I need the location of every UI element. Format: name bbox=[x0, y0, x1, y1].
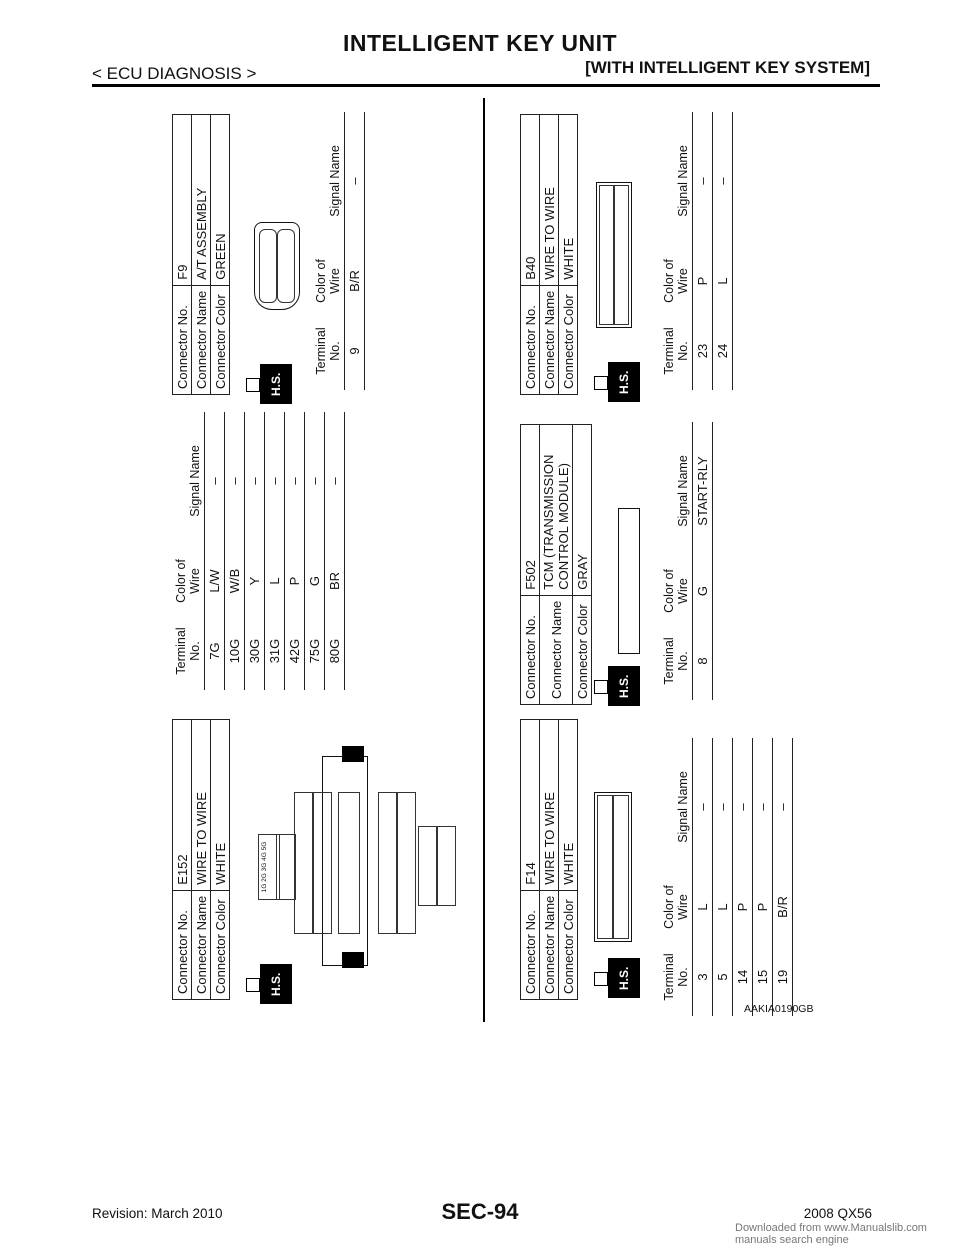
hs-icon: H.S. bbox=[608, 666, 640, 706]
label-connector-color: Connector Color bbox=[211, 285, 230, 394]
table-row: 3 L – bbox=[693, 738, 713, 1016]
col-signal-name: Signal Name bbox=[660, 738, 693, 876]
revision-label: Revision: March 2010 bbox=[92, 1206, 223, 1221]
connector-f502-info bbox=[520, 424, 592, 705]
col-terminal-no: Terminal No. bbox=[660, 622, 693, 700]
connector-e152-pins-d bbox=[312, 792, 332, 934]
connector-b40-terminals bbox=[660, 112, 733, 390]
col-color-of-wire: Color of Wire bbox=[660, 560, 693, 622]
hs-icon: H.S. bbox=[608, 362, 640, 402]
connector-e152-pins-e bbox=[338, 792, 360, 934]
connector-name-value: WIRE TO WIRE bbox=[192, 719, 211, 890]
table-row: 9 B/R – bbox=[345, 112, 365, 390]
connector-b40-diagram bbox=[596, 182, 632, 328]
connector-name-value: TCM (TRANSMISSION CONTROL MODULE) bbox=[540, 424, 573, 595]
page-title: INTELLIGENT KEY UNIT bbox=[342, 30, 618, 56]
connector-color-value: WHITE bbox=[559, 114, 578, 285]
connector-e152-pins-g bbox=[396, 792, 416, 934]
table-row: 19 B/R – bbox=[773, 738, 793, 1016]
col-signal-name: Signal Name bbox=[660, 422, 693, 560]
label-connector-no: Connector No. bbox=[521, 890, 540, 999]
connector-e152-pins-b bbox=[276, 834, 296, 900]
label-connector-name: Connector Name bbox=[540, 285, 559, 394]
hs-icon: H.S. bbox=[260, 964, 292, 1004]
connector-e152-info bbox=[172, 719, 230, 1000]
label-connector-color: Connector Color bbox=[559, 890, 578, 999]
connector-e152-pins-f bbox=[378, 792, 398, 934]
connector-e152-pins: 1G 2G 3G 4G 5G bbox=[258, 834, 280, 900]
connector-no-value: B40 bbox=[521, 114, 540, 285]
col-color-of-wire: Color of Wire bbox=[172, 550, 205, 612]
col-color-of-wire: Color of Wire bbox=[660, 250, 693, 312]
label-connector-name: Connector Name bbox=[192, 285, 211, 394]
connector-no-value: F502 bbox=[521, 424, 540, 595]
connector-no-value: E152 bbox=[173, 719, 192, 890]
connector-e152-pins-h bbox=[418, 826, 438, 906]
connector-color-value: WHITE bbox=[211, 719, 230, 890]
connector-no-value: F9 bbox=[173, 114, 192, 285]
table-row: 23 P – bbox=[693, 112, 713, 390]
label-connector-no: Connector No. bbox=[521, 285, 540, 394]
connector-e152-terminals bbox=[172, 412, 345, 690]
model-label: 2008 QX56 bbox=[803, 1206, 872, 1221]
system-label: [WITH INTELLIGENT KEY SYSTEM] bbox=[585, 58, 870, 77]
connector-name-value: WIRE TO WIRE bbox=[540, 719, 559, 890]
figure-code: AAKIA0190GB bbox=[744, 1003, 814, 1015]
hs-icon: H.S. bbox=[260, 364, 292, 404]
connector-b40-info bbox=[520, 114, 578, 395]
table-row: 80G BR – bbox=[325, 412, 345, 690]
connector-e152-pins-c bbox=[294, 792, 314, 934]
connector-name-value: WIRE TO WIRE bbox=[540, 114, 559, 285]
label-connector-name: Connector Name bbox=[540, 595, 573, 704]
connector-f14-terminals bbox=[660, 738, 793, 1016]
col-color-of-wire: Color of Wire bbox=[312, 250, 345, 312]
watermark: Downloaded from www.Manualslib.com manuals search engine bbox=[735, 1222, 927, 1246]
page-number: SEC-94 bbox=[441, 1199, 519, 1224]
hs-icon: H.S. bbox=[608, 958, 640, 998]
col-signal-name: Signal Name bbox=[312, 112, 345, 250]
connector-no-value: F14 bbox=[521, 719, 540, 890]
label-connector-no: Connector No. bbox=[173, 285, 192, 394]
col-terminal-no: Terminal No. bbox=[660, 938, 693, 1016]
col-terminal-no: Terminal No. bbox=[172, 612, 205, 690]
connector-f9-info bbox=[172, 114, 230, 395]
col-terminal-no: Terminal No. bbox=[312, 312, 345, 390]
col-terminal-no: Terminal No. bbox=[660, 312, 693, 390]
label-connector-color: Connector Color bbox=[211, 890, 230, 999]
label-connector-no: Connector No. bbox=[521, 595, 540, 704]
section-label: < ECU DIAGNOSIS > bbox=[92, 64, 257, 83]
label-connector-no: Connector No. bbox=[173, 890, 192, 999]
label-connector-name: Connector Name bbox=[540, 890, 559, 999]
table-row: 75G G – bbox=[305, 412, 325, 690]
connector-f502-diagram bbox=[618, 508, 640, 654]
col-signal-name: Signal Name bbox=[172, 412, 205, 550]
table-row: 30G Y – bbox=[245, 412, 265, 690]
connector-name-value: A/T ASSEMBLY bbox=[192, 114, 211, 285]
connector-color-value: GREEN bbox=[211, 114, 230, 285]
col-color-of-wire: Color of Wire bbox=[660, 876, 693, 938]
connector-color-value: GRAY bbox=[573, 424, 592, 595]
table-row: 24 L – bbox=[713, 112, 733, 390]
col-signal-name: Signal Name bbox=[660, 112, 693, 250]
connector-f14-diagram bbox=[594, 792, 632, 942]
table-row: 42G P – bbox=[285, 412, 305, 690]
label-connector-name: Connector Name bbox=[192, 890, 211, 999]
connector-f502-terminals bbox=[660, 422, 713, 700]
label-connector-color: Connector Color bbox=[573, 595, 592, 704]
connector-color-value: WHITE bbox=[559, 719, 578, 890]
table-row: 10G W/B – bbox=[225, 412, 245, 690]
connector-e152-pins-i bbox=[436, 826, 456, 906]
label-connector-color: Connector Color bbox=[559, 285, 578, 394]
table-row: 8 G START-RLY bbox=[693, 422, 713, 700]
column-divider bbox=[483, 98, 485, 1022]
table-row: 14 P – bbox=[733, 738, 753, 1016]
table-row: 7G L/W – bbox=[205, 412, 225, 690]
table-row: 31G L – bbox=[265, 412, 285, 690]
connector-f9-diagram bbox=[254, 222, 300, 310]
table-row: 15 P – bbox=[753, 738, 773, 1016]
header-rule bbox=[92, 84, 880, 87]
connector-f9-terminals bbox=[312, 112, 365, 390]
table-row: 5 L – bbox=[713, 738, 733, 1016]
connector-f14-info bbox=[520, 719, 578, 1000]
